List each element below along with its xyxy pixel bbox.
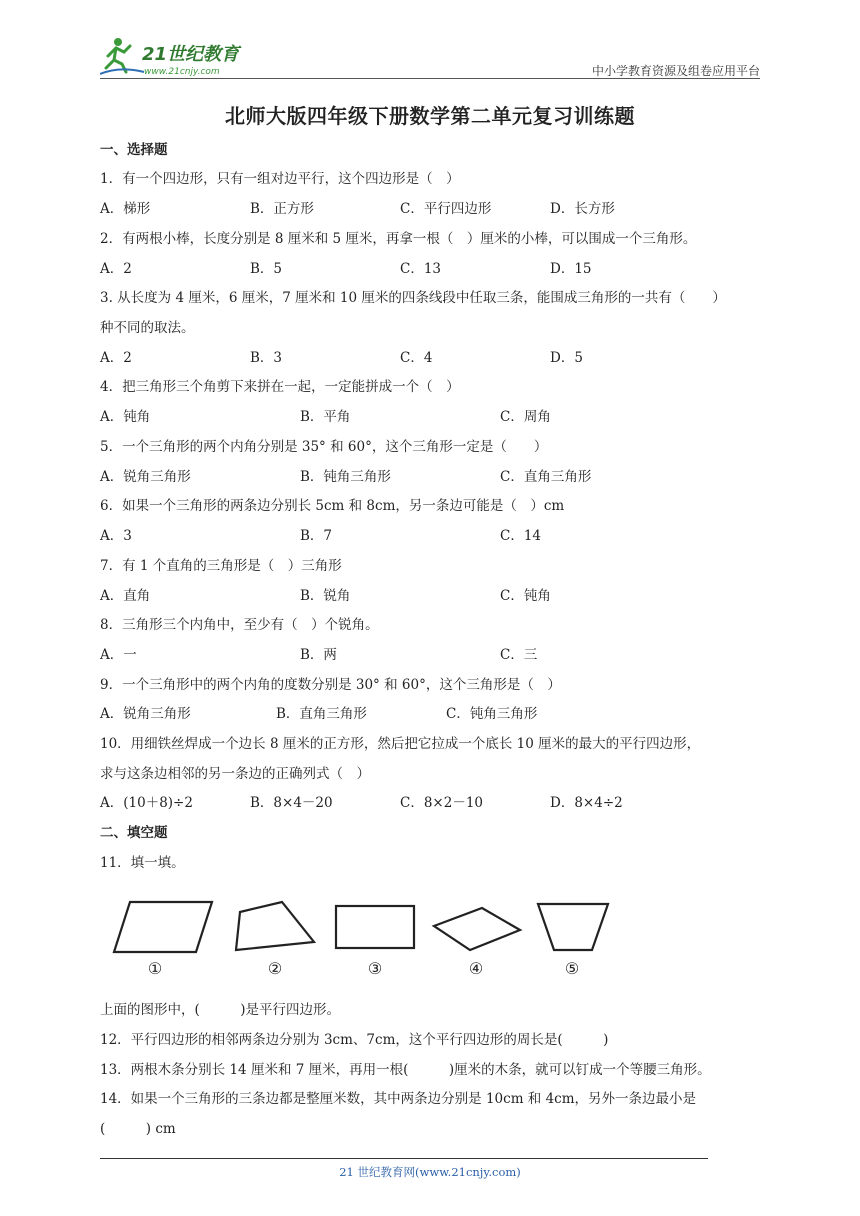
q1-option-b: B．正方形 [250,201,314,217]
shape-3-rectangle [336,906,414,948]
header-divider [100,78,760,79]
logo [100,34,260,78]
question-10-line-1: 10．用细铁丝焊成一个边长 8 厘米的正方形，然后把它拉成一个底长 10 厘米的最大的平行四边形， [100,736,701,752]
q6-option-c: C．14 [500,528,542,544]
footer-text: 21 世纪教育网(www.21cnjy.com) [339,1165,521,1179]
q2-option-d: D．15 [550,261,592,277]
question-4: 4．把三角形三个角剪下来拼在一起，一定能拼成一个（ ） [100,379,460,395]
q9-option-a: A．锐角三角形 [100,706,191,722]
q5-option-c: C．直角三角形 [500,469,592,485]
q4-option-a: A．钝角 [100,409,151,425]
shape-label-4: ④ [468,959,484,978]
shape-5-trapezoid [538,904,608,950]
q7-option-a: A．直角 [100,588,151,604]
q3-option-a: A．2 [100,350,132,366]
q1-option-d: D．长方形 [550,201,615,217]
logo-url: www.21cnjy.com [144,67,220,77]
q10-option-a: A．(10＋8)÷2 [100,795,193,811]
q8-option-c: C．三 [500,647,538,663]
q5-option-a: A．锐角三角形 [100,469,191,485]
question-3-line-1: 3. 从长度为 4 厘米，6 厘米，7 厘米和 10 厘米的四条线段中任取三条，能围成三角形的一共有（ ） [100,290,726,306]
question-14-line-1: 14．如果一个三角形的三条边都是整厘米数，其中两条边分别是 10cm 和 4cm，另外一条边最小是 [100,1091,697,1107]
page-header [100,30,760,80]
q4-option-b: B．平角 [300,409,351,425]
question-3-line-2: 种不同的取法。 [100,320,195,336]
question-11: 11．填一填。 [100,855,185,871]
question-9: 9．一个三角形中的两个内角的度数分别是 30° 和 60°，这个三角形是（ ） [100,677,561,693]
question-6: 6．如果一个三角形的两条边分别长 5cm 和 8cm，另一条边可能是（ ）cm [100,498,565,514]
q10-option-d: D．8×4÷2 [550,795,623,811]
section-heading-choice: 一、选择题 [100,142,168,158]
question-1: 1．有一个四边形，只有一组对边平行，这个四边形是（ ） [100,171,460,187]
page-title: 北师大版四年级下册数学第二单元复习训练题 [225,104,635,128]
q6-option-a: A．3 [100,528,132,544]
question-7: 7．有 1 个直角的三角形是（ ）三角形 [100,558,342,574]
shape-label-1: ① [147,959,163,978]
question-5: 5．一个三角形的两个内角分别是 35° 和 60°，这个三角形一定是（ ） [100,439,548,455]
q2-option-a: A．2 [100,261,132,277]
q9-option-c: C．钝角三角形 [446,706,538,722]
q1-option-a: A．梯形 [100,201,151,217]
question-13: 13．两根木条分别长 14 厘米和 7 厘米，再用一根( )厘米的木条，就可以钉成一个等腰三角形。 [100,1062,711,1078]
q8-option-a: A．一 [100,647,137,663]
question-14-line-2: ( ) cm [100,1121,176,1137]
q4-option-c: C．周角 [500,409,551,425]
q6-option-b: B．7 [300,528,333,544]
shape-label-3: ③ [367,959,383,978]
logo-text: 21世纪教育 [142,44,240,65]
q7-option-c: C．钝角 [500,588,551,604]
question-2: 2．有两根小棒，长度分别是 8 厘米和 5 厘米，再拿一根（ ）厘米的小棒，可以围成一个三角形。 [100,231,697,247]
runner-icon [100,38,144,74]
q3-option-b: B．3 [250,350,283,366]
q10-option-c: C．8×2－10 [400,795,483,811]
question-12: 12．平行四边形的相邻两条边分别为 3cm、7cm，这个平行四边形的周长是( ) [100,1032,609,1048]
q7-option-b: B．锐角 [300,588,351,604]
q3-option-d: D．5 [550,350,583,366]
question-8: 8．三角形三个内角中，至少有（ ）个锐角。 [100,617,379,633]
q2-option-b: B．5 [250,261,283,277]
q9-option-b: B．直角三角形 [276,706,367,722]
q10-option-b: B．8×4－20 [250,795,333,811]
shape-label-2: ② [267,959,283,978]
shape-4-rhombus [434,908,520,950]
q3-option-c: C．4 [400,350,433,366]
shape-2-quadrilateral [236,902,314,950]
q5-option-b: B．钝角三角形 [300,469,391,485]
q2-option-c: C．13 [400,261,442,277]
shape-1-parallelogram [114,902,212,952]
question-10-line-2: 求与这条边相邻的另一条边的正确列式（ ） [100,766,370,782]
platform-name: 中小学教育资源及组卷应用平台 [591,64,760,78]
q8-option-b: B．两 [300,647,337,663]
question-11-text: 上面的图形中，( )是平行四边形。 [100,1002,341,1018]
footer-divider [100,1158,708,1159]
shape-label-5: ⑤ [564,959,580,978]
shapes-figure [100,888,620,984]
q1-option-c: C．平行四边形 [400,201,492,217]
section-heading-fill: 二、填空题 [100,825,168,841]
